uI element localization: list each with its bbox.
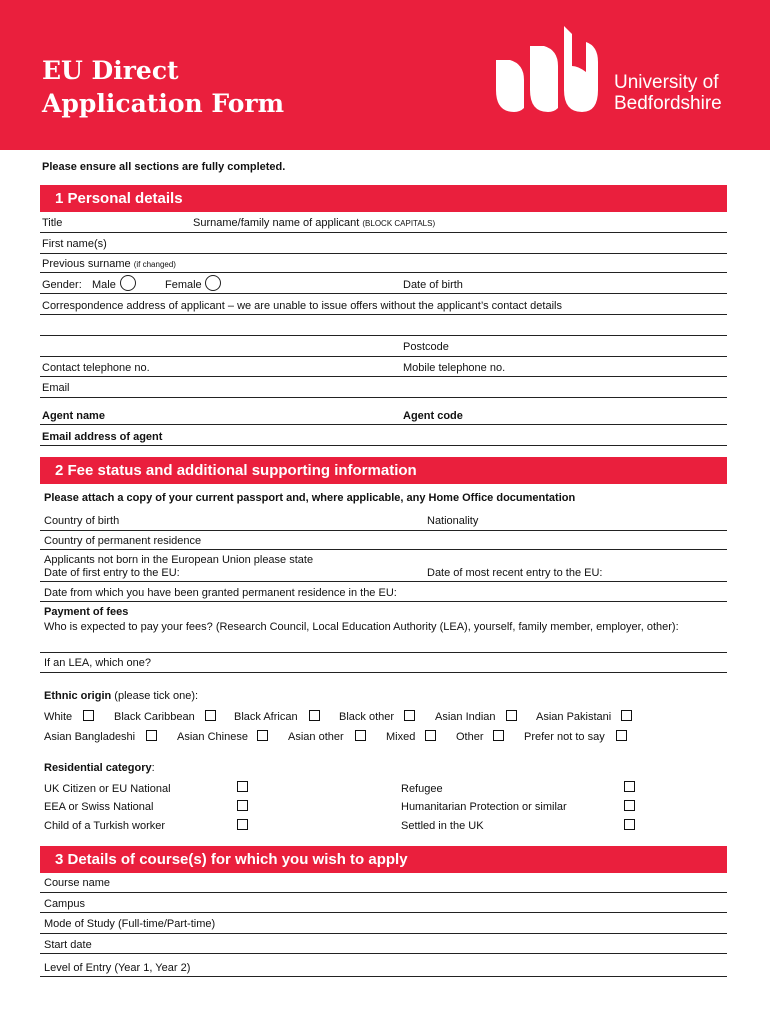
form-title-line1: EU Direct xyxy=(42,56,179,85)
residential-turkish-worker-label: Child of a Turkish worker xyxy=(44,820,166,832)
previous-surname-label xyxy=(42,258,176,270)
residential-humanitarian-label: Humanitarian Protection or similar xyxy=(401,801,567,813)
ethnic-mixed-checkbox[interactable] xyxy=(425,730,436,741)
first-names-field-line[interactable] xyxy=(40,253,727,254)
country-birth-field-line[interactable] xyxy=(40,530,727,531)
ethnic-asian-chinese-checkbox[interactable] xyxy=(257,730,268,741)
course-name-label: Course name xyxy=(44,877,111,889)
dob-label: Date of birth xyxy=(403,279,463,291)
ethnic-prefer-not-label: Prefer not to say xyxy=(524,731,605,743)
male-radio[interactable] xyxy=(120,275,136,291)
postcode-field-line[interactable] xyxy=(40,356,727,357)
residential-heading: Residential category xyxy=(44,762,152,774)
agent-field-line[interactable] xyxy=(40,424,727,425)
perm-residence-field-line[interactable] xyxy=(40,601,727,602)
female-radio[interactable] xyxy=(205,275,221,291)
title-field-line[interactable] xyxy=(40,232,727,233)
residential-eea-swiss-checkbox[interactable] xyxy=(237,800,248,811)
residential-colon: : xyxy=(151,762,155,774)
campus-label: Campus xyxy=(44,898,85,910)
ethnic-asian-other-checkbox[interactable] xyxy=(355,730,366,741)
lea-field-line[interactable] xyxy=(40,672,727,673)
gender-row-line[interactable] xyxy=(40,293,727,294)
section-1-heading: 1 Personal details xyxy=(40,185,727,212)
ethnic-asian-indian-label: Asian Indian xyxy=(435,711,496,723)
start-date-label: Start date xyxy=(44,939,92,951)
residential-turkish-worker-checkbox[interactable] xyxy=(237,819,248,830)
residential-refugee-label: Refugee xyxy=(401,783,443,795)
entry-dates-field-line[interactable] xyxy=(40,581,727,582)
residential-uk-eu-label: UK Citizen or EU National xyxy=(44,783,171,795)
residential-settled-label: Settled in the UK xyxy=(401,820,484,832)
ethnic-other-label: Other xyxy=(456,731,484,743)
ethnic-black-caribbean-checkbox[interactable] xyxy=(205,710,216,721)
residential-settled-checkbox[interactable] xyxy=(624,819,635,830)
residential-eea-swiss-label: EEA or Swiss National xyxy=(44,801,154,813)
telephone-field-line[interactable] xyxy=(40,376,727,377)
ethnic-black-other-checkbox[interactable] xyxy=(404,710,415,721)
payment-question: Who is expected to pay your fees? (Research Council, Local Education Authority (LEA), yourself, family member, employer, other): xyxy=(44,621,679,633)
previous-surname-note: (if changed) xyxy=(133,260,176,269)
residential-category-label xyxy=(44,762,155,774)
university-logo xyxy=(486,26,606,126)
surname-label-text: Surname/family name of applicant xyxy=(193,217,360,229)
contact-tel-label: Contact telephone no. xyxy=(42,362,150,374)
intro-text: Please ensure all sections are fully completed. xyxy=(42,161,286,173)
ethnic-black-african-label: Black African xyxy=(234,711,298,723)
ethnic-asian-pakistani-checkbox[interactable] xyxy=(621,710,632,721)
payment-heading: Payment of fees xyxy=(44,606,129,618)
not-born-eu-label: Applicants not born in the European Union please state xyxy=(44,554,314,566)
level-of-entry-field-line[interactable] xyxy=(40,976,727,977)
address-line-2[interactable] xyxy=(40,335,727,336)
course-name-field-line[interactable] xyxy=(40,892,727,893)
university-name-line1: University of xyxy=(614,72,719,93)
ethnic-origin-label xyxy=(44,690,198,702)
email-label: Email xyxy=(42,382,70,394)
male-label: Male xyxy=(92,279,116,291)
start-date-field-line[interactable] xyxy=(40,953,727,954)
university-name-line2: Bedfordshire xyxy=(614,93,722,114)
ethnic-asian-bangladeshi-label: Asian Bangladeshi xyxy=(44,731,136,743)
level-of-entry-label: Level of Entry (Year 1, Year 2) xyxy=(44,962,191,974)
ethnic-prefer-not-checkbox[interactable] xyxy=(616,730,627,741)
mode-of-study-field-line[interactable] xyxy=(40,933,727,934)
ethnic-black-caribbean-label: Black Caribbean xyxy=(114,711,195,723)
ethnic-heading: Ethnic origin xyxy=(44,690,112,702)
title-label: Title xyxy=(42,217,63,229)
agent-code-label: Agent code xyxy=(403,410,463,422)
email-field-line[interactable] xyxy=(40,397,727,398)
ethnic-white-checkbox[interactable] xyxy=(83,710,94,721)
payment-field-line[interactable] xyxy=(40,652,727,653)
form-title xyxy=(42,54,284,120)
residential-refugee-checkbox[interactable] xyxy=(624,781,635,792)
perm-residence-label: Date from which you have been granted permanent residence in the EU: xyxy=(44,587,397,599)
section-2-heading: 2 Fee status and additional supporting information xyxy=(40,457,727,484)
ethnic-asian-indian-checkbox[interactable] xyxy=(506,710,517,721)
ethnic-black-other-label: Black other xyxy=(339,711,395,723)
ethnic-mixed-label: Mixed xyxy=(386,731,416,743)
recent-entry-label: Date of most recent entry to the EU: xyxy=(427,567,603,579)
previous-surname-text: Previous surname xyxy=(42,258,131,270)
ethnic-asian-bangladeshi-checkbox[interactable] xyxy=(146,730,157,741)
mode-of-study-label: Mode of Study (Full-time/Part-time) xyxy=(44,918,216,930)
ethnic-note: (please tick one): xyxy=(114,690,199,702)
agent-name-label: Agent name xyxy=(42,410,105,422)
nationality-label: Nationality xyxy=(427,515,479,527)
country-residence-label: Country of permanent residence xyxy=(44,535,202,547)
form-title-line2: Application Form xyxy=(42,89,285,118)
ethnic-black-african-checkbox[interactable] xyxy=(309,710,320,721)
ethnic-other-checkbox[interactable] xyxy=(493,730,504,741)
agent-email-field-line[interactable] xyxy=(40,445,727,446)
residential-uk-eu-checkbox[interactable] xyxy=(237,781,248,792)
mobile-tel-label: Mobile telephone no. xyxy=(403,362,506,374)
country-birth-label: Country of birth xyxy=(44,515,120,527)
campus-field-line[interactable] xyxy=(40,912,727,913)
female-label: Female xyxy=(165,279,202,291)
address-line-1[interactable] xyxy=(40,314,727,315)
agent-email-label: Email address of agent xyxy=(42,431,163,443)
ethnic-asian-pakistani-label: Asian Pakistani xyxy=(536,711,612,723)
first-entry-label: Date of first entry to the EU: xyxy=(44,567,180,579)
postcode-label: Postcode xyxy=(403,341,449,353)
ethnic-asian-chinese-label: Asian Chinese xyxy=(177,731,248,743)
lea-label: If an LEA, which one? xyxy=(44,657,152,669)
university-name xyxy=(614,72,722,114)
first-names-label: First name(s) xyxy=(42,238,107,250)
header-banner xyxy=(0,0,770,150)
ethnic-white-label: White xyxy=(44,711,73,723)
residential-humanitarian-checkbox[interactable] xyxy=(624,800,635,811)
surname-note: (BLOCK CAPITALS) xyxy=(362,219,436,228)
ethnic-asian-other-label: Asian other xyxy=(288,731,344,743)
surname-label xyxy=(193,217,435,229)
previous-surname-field-line[interactable] xyxy=(40,272,727,273)
gender-label: Gender: xyxy=(42,279,82,291)
country-residence-field-line[interactable] xyxy=(40,549,727,550)
section-3-heading: 3 Details of course(s) for which you wish to apply xyxy=(40,846,727,873)
address-label: Correspondence address of applicant – we are unable to issue offers without the applicant’s contact details xyxy=(42,300,562,312)
passport-note: Please attach a copy of your current passport and, where applicable, any Home Office documentation xyxy=(44,492,576,504)
